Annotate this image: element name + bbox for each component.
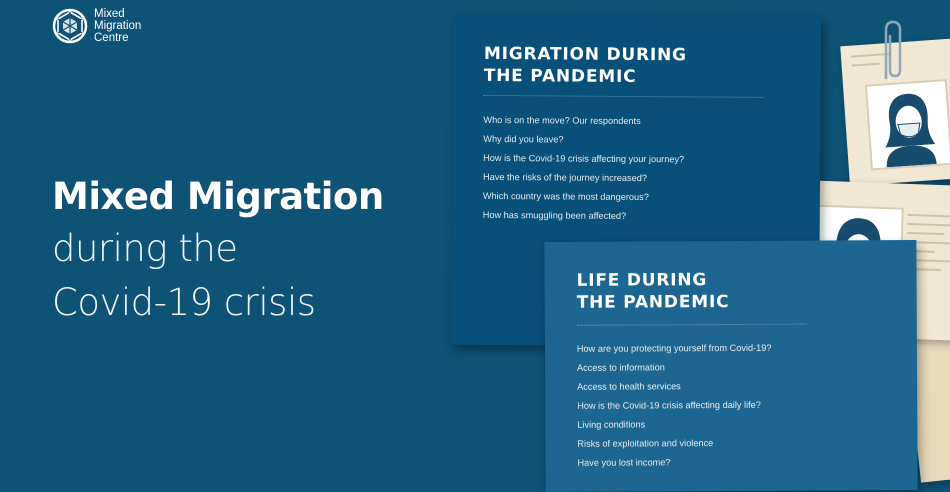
life-topic-link[interactable]: Have you lost income? <box>577 457 671 468</box>
life-topic-link[interactable]: Living conditions <box>577 419 646 430</box>
logo-line-3: Centre <box>94 32 129 44</box>
life-topic-link[interactable]: How are you protecting yourself from Covid-19? <box>576 342 772 354</box>
migration-topic-list <box>483 111 685 226</box>
migration-topic-link[interactable]: Why did you leave? <box>483 133 564 145</box>
paperclip-icon <box>876 18 906 84</box>
life-pandemic-panel <box>544 240 917 492</box>
migration-topic-link[interactable]: How is the Covid-19 crisis affecting your journey? <box>483 152 685 165</box>
panel-divider <box>484 95 764 98</box>
migration-topic-link[interactable]: Have the risks of the journey increased? <box>482 171 647 184</box>
hero-title: Mixed Migration <box>52 175 384 218</box>
migration-panel-title <box>484 43 687 88</box>
globe-logo-icon <box>52 8 88 44</box>
masked-woman-icon <box>867 81 950 168</box>
migration-topic-link[interactable]: Which country was the most dangerous? <box>482 190 649 203</box>
hero-subtitle-line-1: during the <box>52 227 238 270</box>
migration-title-line-2: THE PANDEMIC <box>483 65 637 88</box>
life-title-line-1: LIFE DURING <box>576 270 708 291</box>
life-topic-link[interactable]: Access to health services <box>577 381 681 392</box>
life-topic-link[interactable]: How is the Covid-19 crisis affecting daily life? <box>577 399 761 411</box>
life-topic-list <box>577 339 772 473</box>
mmc-logo[interactable] <box>52 8 141 44</box>
logo-line-2: Migration <box>94 20 142 32</box>
life-panel-title <box>576 269 729 314</box>
migration-topic-link[interactable]: How has smuggling been affected? <box>482 209 627 221</box>
migration-topic-link[interactable]: Who is on the move? Our respondents <box>483 114 641 127</box>
hero-subtitle-line-2: Covid-19 crisis <box>52 281 316 324</box>
person-photo-1 <box>865 79 950 171</box>
logo-line-1: Mixed <box>94 8 125 20</box>
life-title-line-2: THE PANDEMIC <box>576 292 730 313</box>
migration-title-line-1: MIGRATION DURING <box>483 43 687 66</box>
life-topic-link[interactable]: Risks of exploitation and violence <box>577 438 714 449</box>
hero-heading <box>52 172 384 330</box>
panel-divider <box>577 324 807 326</box>
life-topic-link[interactable]: Access to information <box>576 362 665 373</box>
logo-wordmark <box>94 8 141 44</box>
